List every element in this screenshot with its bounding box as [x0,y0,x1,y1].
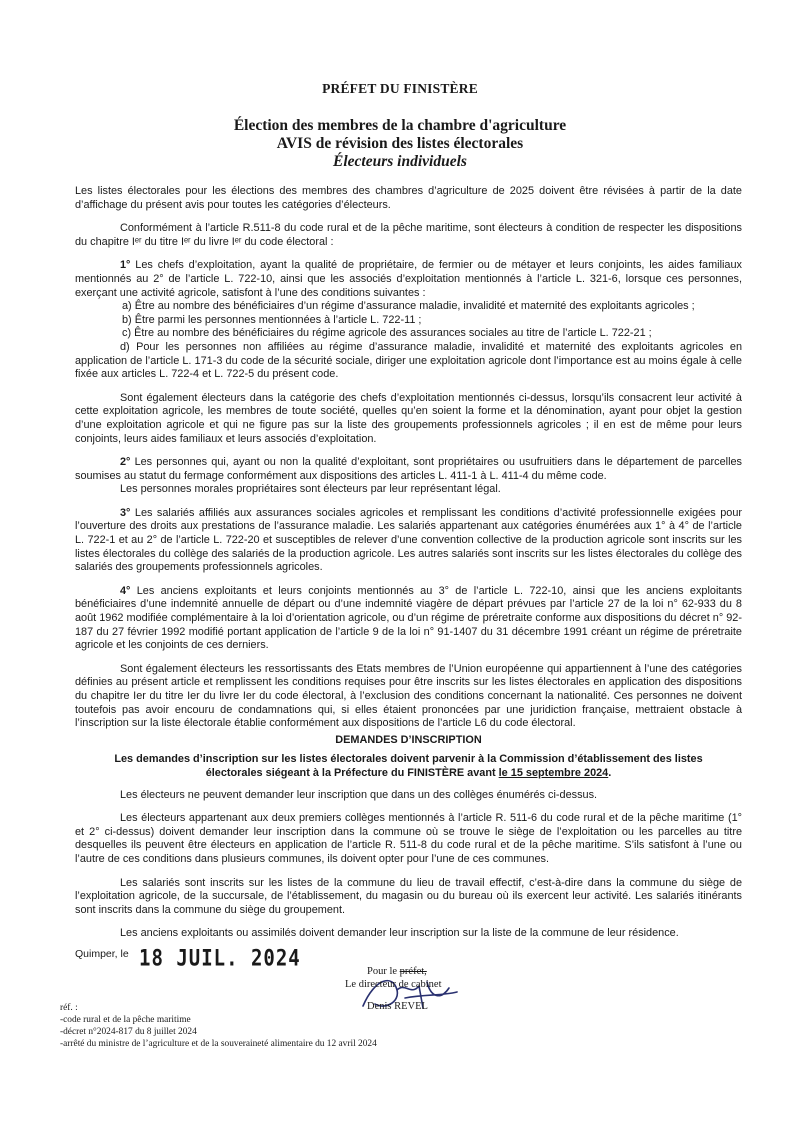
struck-word: préfet, [399,966,427,977]
category-1-text: Les chefs d’exploitation, ayant la qualité de propriétaire, de fermier ou de métayer et leurs conjoints, les aides familiaux mentionnés au 2° de l’article L. 722-10, ainsi que les associés d’exploitation mentionnés à l’article L. 321-6, lorsque ces personnes, exerçant une activité agricole, satisfont à l’une des conditions suivantes : [75,259,742,299]
condition-c: c) Être au nombre des bénéficiaires du régime agricole des assurances sociales au titre de l’article L. 722-21 ; [122,327,652,340]
place-label: Quimper, le [75,948,129,960]
condition-a: a) Être au nombre des bénéficiaires d’un régime d’assurance maladie, invalidité et maternité des exploitants agricoles ; [122,300,695,313]
category-4-number: 4° [120,584,131,597]
category-3-paragraph [75,507,742,575]
conformity-paragraph: Conformément à l’article R.511-8 du code rural et de la pêche maritime, sont électeurs à condition de respecter les dispositions du chapitre Iᵉʳ du titre Iᵉʳ du livre Iᵉʳ du code électoral : [75,222,742,248]
category-1-paragraph [75,259,742,300]
references-label: réf. : [60,1003,78,1013]
document-title [0,117,800,171]
commune-rule-paragraph: Les électeurs appartenant aux deux premiers collèges mentionnés à l’article R. 511-6 du code rural et de la pêche maritime (1° et 2° ci-dessus) doivent demander leur inscription dans la commune où se trouve le siège de l’exploitation ou les parcelles au titre desquelles ils peuvent être électeurs en application de l’article R. 511-8 du code rural et de la pêche maritime. S’ils satisfont à l’une ou l’autre de ces conditions dans plusieurs communes, ils doivent opter pour l’une de ces communes. [75,812,742,865]
notice-body [75,185,742,941]
references [60,1003,480,1051]
signature-line-1: Pour le préfet, [367,966,427,977]
salaried-rule-paragraph: Les salariés sont inscrits sur les listes de la commune du lieu de travail effectif, c’est-à-dire dans la commune du siège de l’exploitation agricole, de la succursale, de l’établissement, du magasin ou du bureau où ils exercent leur activité. Les salariés itinérants sont inscrits dans la commune du siège du groupement. [75,876,742,916]
prefect-heading: PRÉFET DU FINISTÈRE [322,81,478,96]
category-4-text: Les anciens exploitants et leurs conjoints mentionnés au 3° de l’article L. 722-10, ainsi que les anciens exploitants bénéficiaires d’une indemnité annuelle de départ ou d’une indemnité viagère de départ prévues par l’article 27 de la loi n° 62-933 du 8 août 1962 modifiée complémentaire à la loi d’orientation agricole, ou d’un régime de préretraite conforme aux dispositions du décret n° 92-187 du 27 février 1992 modifié portant application de l’article 9 de la loi n° 91-1407 du 31 décembre 1991 créant un régime de préretraite agricole et les conjoints de ces derniers. [75,584,742,652]
category-2-text: Les personnes qui, ayant ou non la qualité d’exploitant, sont propriétaires ou usufruitiers dans le département de parcelles soumises au statut du fermage conformément aux dispositions des articles L. 411-1 à L. 411-4 du même code. [75,456,742,482]
title-line-3: Électeurs individuels [333,153,467,170]
former-farmers-paragraph: Les anciens exploitants ou assimilés doivent demander leur inscription sur la liste de la commune de leur résidence. [120,927,679,940]
category-3-text: Les salariés affiliés aux assurances sociales agricoles et remplissant les conditions d’activité professionnelle exigées pour l’ouverture des droits aux prestations de l’assurance maladie. Les salariés appartenant aux catégories énumérées aux 1° à 4° de l’article L. 722-1 et au 2° de l’article L. 722-20 et susceptibles de relever d’une convention collective de la production agricole sont inscrits sur les listes électorales du collège des salariés de la production agricole. Les autres salariés sont inscrits sur les listes électorales du collège des salariés des groupements professionnels agricoles. [75,506,742,574]
signatory-name: Denis REVEL [367,1001,428,1012]
reference-2: -décret n°2024-817 du 8 juillet 2024 [60,1026,197,1037]
college-rule-paragraph: Les électeurs ne peuvent demander leur inscription que dans un des collèges énumérés ci-dessus. [120,788,598,801]
title-line-1: Élection des membres de la chambre d'agriculture [233,117,567,134]
title-line-2: AVIS de révision des listes électorales [276,135,524,152]
category-4-paragraph [75,585,742,653]
category-1-number: 1° [120,259,131,272]
signature-line-2: Le directeur de cabinet [345,978,442,990]
date-stamp: 18 JUIL. 2024 [139,946,301,972]
condition-d: d) Pour les personnes non affiliées au régime d’assurance maladie, invalidité et maternité des exploitants agricoles en application de l’article L. 171-3 du code de la sécurité sociale, diriger une exploitation agricole dont l’importance est au moins égale à celle fixée aux articles L. 722-4 et L. 722-5 du présent code. [75,340,742,381]
category-2-paragraph [75,456,742,483]
intro-paragraph: Les listes électorales pour les élections des membres des chambres d’agriculture de 2025 doivent être révisées à partir de la date d’affichage du présent avis pour toutes les catégories d’électeurs. [75,185,742,211]
category-3-number: 3° [120,506,131,519]
reference-1: -code rural et de la pêche maritime [60,1014,191,1025]
eu-citizens-paragraph: Sont également électeurs les ressortissants des Etats membres de l’Union européenne qui appartiennent à l’une des catégories définies au présent article et remplissent les conditions requises pour être inscrits sur les listes électorales en application des dispositions du chapitre Ier du titre Ier du livre Ier du code électoral, à l’exclusion des conditions concernant la nationalité. Ces personnes ne doivent toutefois pas avoir encouru de condamnations qui, si elles étaient prononcées par une juridiction française, mettraient obstacle à l’inscription sur la liste électorale établie conformément aux dispositions de l’article L6 du code électoral. [75,662,742,730]
category-2-number: 2° [120,456,131,469]
condition-b: b) Être parmi les personnes mentionnées à l’article L. 722-11 ; [122,313,422,326]
demandes-heading: DEMANDES D’INSCRIPTION [335,733,482,746]
moral-persons-paragraph: Les personnes morales propriétaires sont électeurs par leur représentant légal. [120,483,501,496]
reference-3: -arrêté du ministre de l’agriculture et de la souveraineté alimentaire du 12 avril 2024 [60,1038,377,1049]
category-1-also-paragraph: Sont également électeurs dans la catégorie des chefs d’exploitation mentionnés ci-dessus, lorsqu’ils consacrent leur activité à cette exploitation agricole, les membres de toute société, quelles qu’en soient la forme et la dénomination, ayant pour objet la gestion d’une exploitation agricole et qui ne figure pas sur la liste des groupements professionnels agricoles ; il en est de même pour leurs conjoints, leurs aides familiaux et leurs associés d’exploitation. [75,391,742,445]
deadline-date: le 15 septembre 2024 [498,766,609,779]
demandes-deadline: Les demandes d’inscription sur les listes électorales doivent parvenir à la Commission d’établissement des listes électorales siégeant à la Préfecture du FINISTÈRE avant le 15 septembre 2024. [114,753,703,779]
